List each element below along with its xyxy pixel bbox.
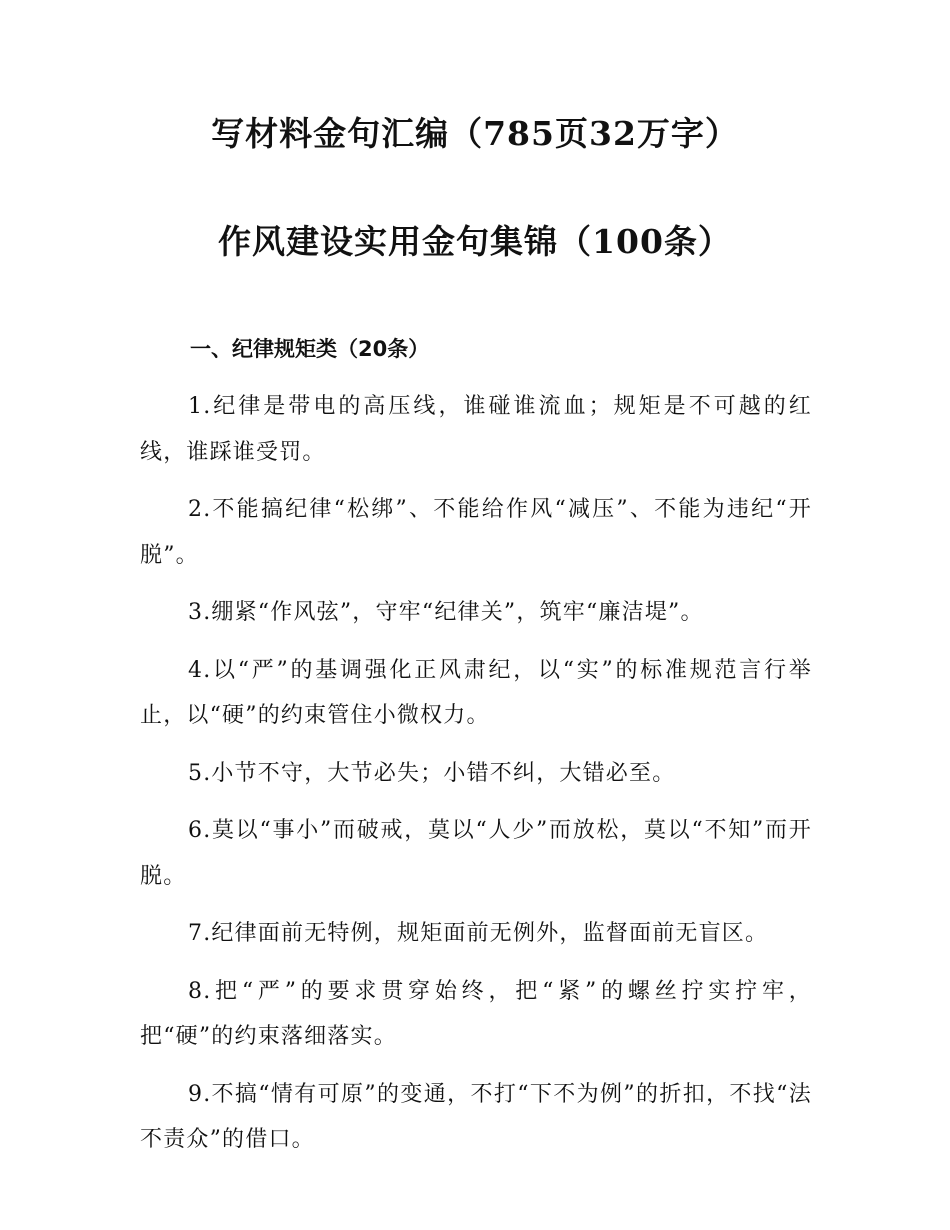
document-title: 写材料金句汇编（785页32万字）	[211, 114, 739, 153]
quote-item-9: 9.不搞“情有可原”的变通，不打“下不为例”的折扣，不找“法不责众”的借口。	[140, 1081, 812, 1152]
quote-item-4: 4.以“严”的基调强化正风肃纪，以“实”的标准规范言行举止，以“硬”的约束管住小微权力。	[140, 657, 812, 728]
quote-item-1: 1.纪律是带电的高压线，谁碰谁流血；规矩是不可越的红线，谁踩谁受罚。	[140, 394, 812, 465]
quote-item-7: 7.纪律面前无特例，规矩面前无例外，监督面前无盲区。	[188, 921, 769, 946]
quote-item-5: 5.小节不守，大节必失；小错不纠，大错必至。	[188, 760, 676, 786]
quote-item-2: 2.不能搞纪律“松绑”、不能给作风“减压”、不能为违纪“开脱”。	[140, 497, 812, 568]
quote-item-6: 6.莫以“事小”而破戒，莫以“人少”而放松，莫以“不知”而开脱。	[140, 818, 812, 889]
document-subtitle: 作风建设实用金句集锦（100条）	[218, 222, 732, 261]
quote-item-8: 8.把“严”的要求贯穿始终，把“紧”的螺丝拧实拧牢，把“硬”的约束落细落实。	[140, 978, 812, 1049]
quote-list	[140, 384, 812, 1175]
section-heading: 一、纪律规矩类（20条）	[190, 337, 430, 361]
quote-item-3: 3.绷紧“作风弦”，守牢“纪律关”，筑牢“廉洁堤”。	[188, 600, 704, 625]
